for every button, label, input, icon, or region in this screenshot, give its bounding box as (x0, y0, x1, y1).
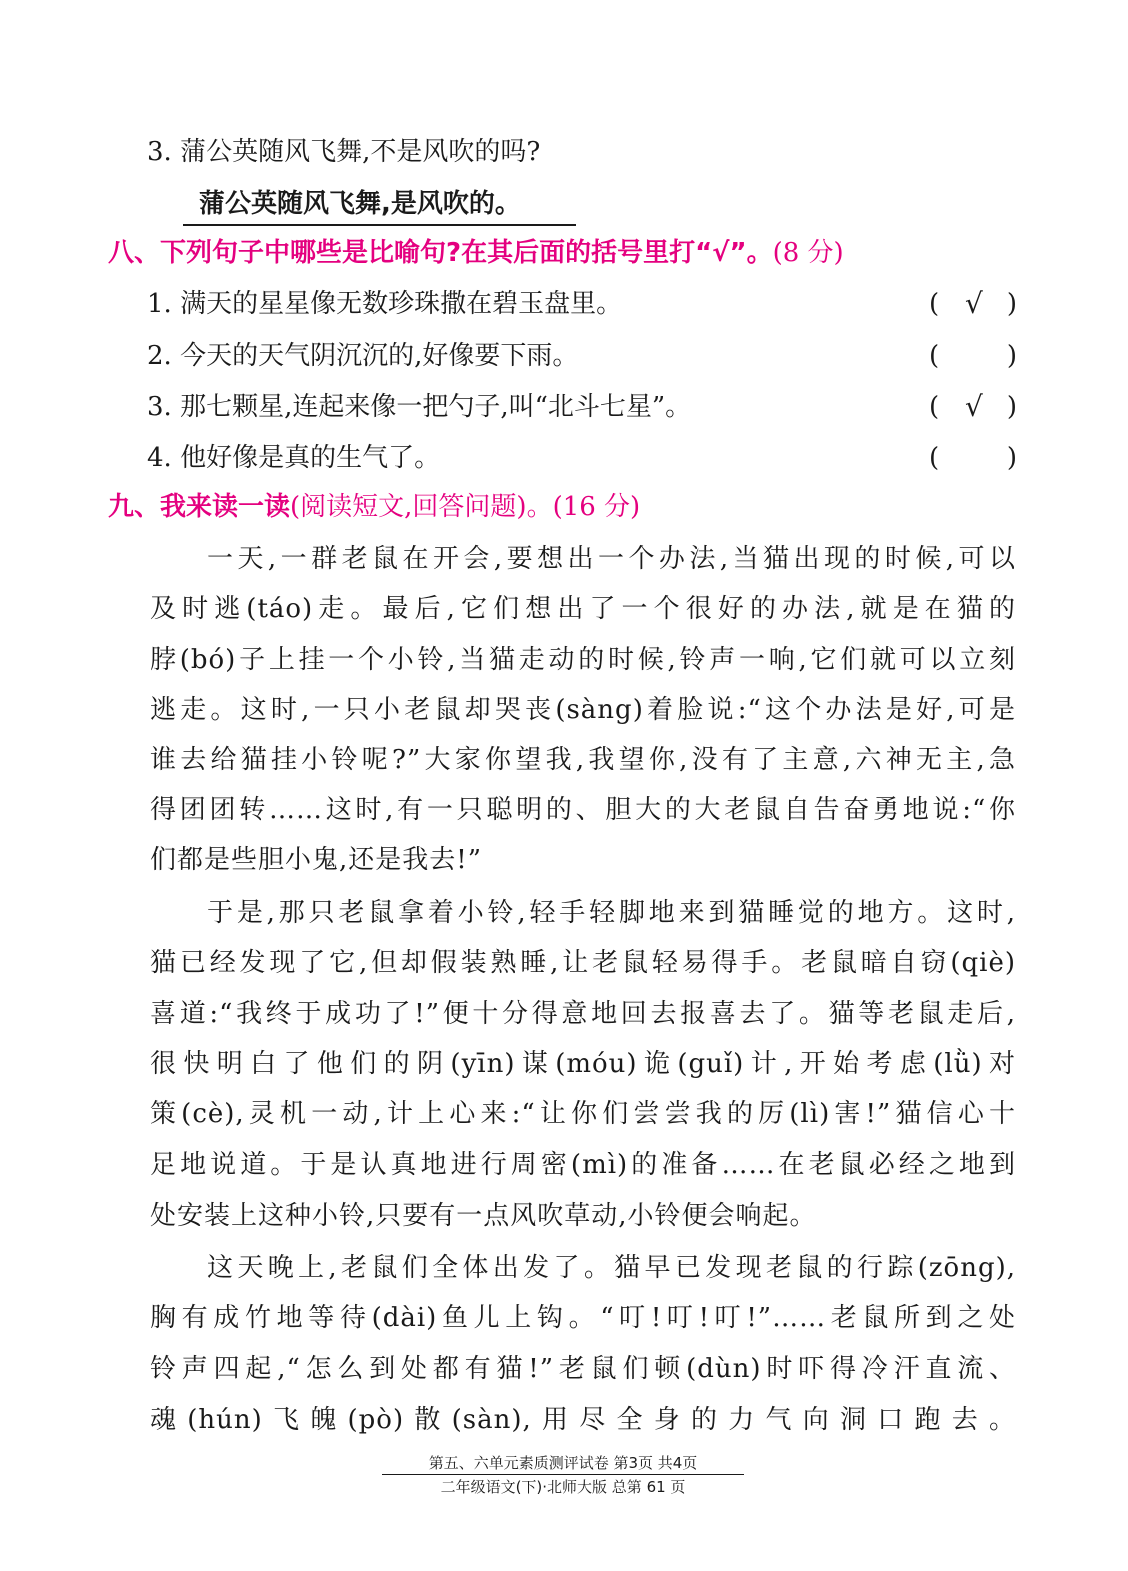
footer-book-page: 二年级语文(下)·北师大版 总第 61 页 (440, 1478, 686, 1496)
item-text: 2. 今天的天气阴沉沉的,好像要下雨。 (147, 341, 579, 371)
passage-line: 足地说道。于是认真地进行周密(mì)的准备……在老鼠必经之地到 (150, 1150, 1016, 1180)
section-9-title (108, 487, 640, 527)
passage-line: 策(cè),灵机一动,计上心来:“让你们尝尝我的厉(lì)害!”猫信心十 (150, 1099, 1016, 1129)
section-9-title-text: 九、我来读一读 (108, 492, 291, 522)
passage-line: 魂(hún)飞魄(pò)散(sàn),用尽全身的力气向洞口跑去。 (150, 1405, 1016, 1435)
passage-line: 谁去给猫挂小铃呢?”大家你望我,我望你,没有了主意,六神无主,急 (150, 745, 1016, 775)
item-text: 3. 那七颗星,连起来像一把勺子,叫“北斗七星”。 (147, 392, 692, 422)
passage-line: 猫已经发现了它,但却假装熟睡,让老鼠轻易得手。老鼠暗自窃(qiè) (150, 948, 1016, 978)
passage-line: 及时逃(táo)走。最后,它们想出了一个很好的办法,就是在猫的 (150, 594, 1016, 624)
passage-line: 于是,那只老鼠拿着小铃,轻手轻脚地来到猫睡觉的地方。这时, (207, 898, 1016, 928)
question-7-answer: 蒲公英随风飞舞,是风吹的。 (183, 184, 576, 226)
section-8-title (108, 233, 844, 273)
section-8-item-4: 4. 他好像是真的生气了。 ( ) (147, 438, 1017, 478)
passage-line: 们都是些胆小鬼,还是我去!” (150, 845, 483, 875)
item-text: 1. 满天的星星像无数珍珠撒在碧玉盘里。 (147, 289, 623, 319)
check-mark-icon: √ (965, 390, 983, 423)
footer-unit-page: 第五、六单元素质测评试卷 第3页 共4页 (428, 1454, 698, 1472)
passage-line: 喜道:“我终于成功了!”便十分得意地回去报喜去了。猫等老鼠走后, (150, 999, 1016, 1029)
section-8-score: (8 分) (772, 238, 844, 268)
question-7-item-3: 3. 蒲公英随风飞舞,不是风吹的吗? (147, 137, 541, 167)
passage-line: 逃走。这时,一只小老鼠却哭丧(sàng)着脸说:“这个办法是好,可是 (150, 695, 1016, 725)
passage-line: 很快明白了他们的阴(yīn)谋(móu)诡(guǐ)计,开始考虑(lǜ)对 (150, 1049, 1016, 1079)
check-mark-icon: √ (965, 287, 983, 320)
passage-line: 脖(bó)子上挂一个小铃,当猫走动的时候,铃声一响,它们就可以立刻 (150, 645, 1016, 675)
section-8-item-2: 2. 今天的天气阴沉沉的,好像要下雨。 ( ) (147, 336, 1017, 376)
section-8-item-1: 1. 满天的星星像无数珍珠撒在碧玉盘里。 ( √ ) (147, 284, 1017, 324)
passage-line: 一天,一群老鼠在开会,要想出一个办法,当猫出现的时候,可以 (207, 544, 1016, 574)
section-8-item-3: 3. 那七颗星,连起来像一把勺子,叫“北斗七星”。 ( √ ) (147, 387, 1017, 427)
passage-line: 胸有成竹地等待(dài)鱼儿上钩。“叮!叮!叮!”……老鼠所到之处 (150, 1303, 1016, 1333)
item-text: 4. 他好像是真的生气了。 (147, 443, 441, 473)
passage-line: 铃声四起,“怎么到处都有猫!”老鼠们顿(dùn)时吓得冷汗直流、 (150, 1354, 1016, 1384)
passage-line: 得团团转……这时,有一只聪明的、胆大的大老鼠自告奋勇地说:“你 (150, 795, 1016, 825)
passage-line: 处安装上这种小铃,只要有一点风吹草动,小铃便会响起。 (150, 1201, 817, 1231)
section-8-title-text: 八、下列句子中哪些是比喻句?在其后面的括号里打“√”。 (108, 238, 773, 268)
section-9-subtitle: (阅读短文,回答问题)。(16 分) (290, 492, 641, 522)
footer-divider (382, 1474, 744, 1475)
passage-line: 这天晚上,老鼠们全体出发了。猫早已发现老鼠的行踪(zōng), (207, 1253, 1016, 1283)
